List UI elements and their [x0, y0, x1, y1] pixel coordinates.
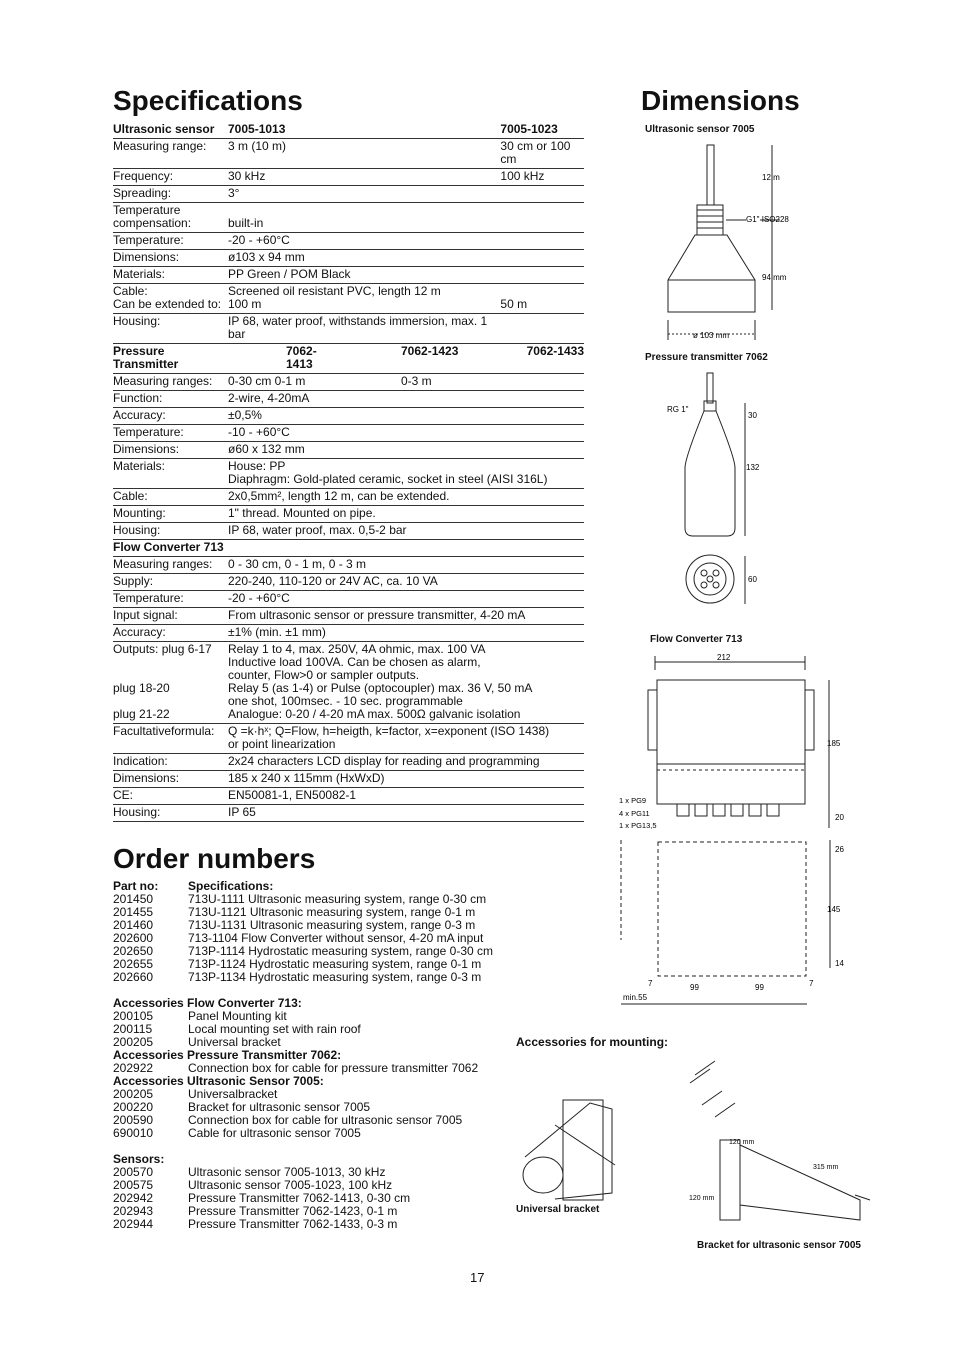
spec-label: Measuring range:: [113, 139, 228, 169]
fc-26-label: 26: [835, 845, 844, 854]
spec-value: 2x0,5mm², length 12 m, can be extended.: [228, 489, 584, 506]
ultrasonic-model-1013: 7005-1013: [228, 122, 500, 139]
spec-value: 1" thread. Mounted on pipe.: [228, 506, 584, 523]
part-number: 202660: [113, 970, 154, 984]
ultrasonic-sensor-drawing: [640, 140, 800, 345]
spec-value: 2-wire, 4-20mA: [228, 391, 584, 408]
table-row: [113, 625, 584, 642]
fc-20-label: 20: [835, 813, 844, 822]
table-row: [113, 788, 584, 805]
spec-value: -10 - +60°C: [228, 425, 584, 442]
spec-value: Screened oil resistant PVC, length 12 m 100 m: [228, 284, 500, 314]
part-number: 201455: [113, 905, 154, 919]
spec-label: Measuring ranges:: [113, 557, 228, 574]
pressure-model-1413: 7062-1413: [228, 344, 343, 374]
fc-pg135-label: 1 x PG13,5: [619, 821, 657, 830]
flow-caption: Flow Converter 713: [650, 634, 743, 645]
spec-value: Relay 1 to 4, max. 250V, 4A ohmic, max. 100 VA Inductive load 100VA. Can be chosen as alarm, counter, Flow>0 or sampler outputs. Relay 5 (as 1-4) or Pulse (optocoupler) max. 36 V, 50 mA one shot, 100msec. - 10 sec. programmable Analogue: 0-20 / 4-20 mA max. 500Ω galvanic isolation: [228, 642, 584, 724]
part-description: Specifications:: [188, 879, 274, 893]
part-description: Universal bracket: [188, 1035, 281, 1049]
table-row: [113, 233, 584, 250]
spec-value: EN50081-1, EN50082-1: [228, 788, 584, 805]
part-number: Part no:: [113, 879, 159, 893]
table-row: [113, 425, 584, 442]
spec-label: Cable:: [113, 489, 228, 506]
ultrasonic-caption: Ultrasonic sensor 7005: [645, 124, 755, 135]
spec-value: IP 68, water proof, max. 0,5-2 bar: [228, 523, 584, 540]
spec-label: Spreading:: [113, 186, 228, 203]
us-12m-label: 12 m: [762, 173, 780, 182]
list-item: [113, 971, 493, 984]
spec-value: built-in: [228, 203, 500, 233]
table-row: [113, 506, 584, 523]
part-description: 713U-1111 Ultrasonic measuring system, range 0-30 cm: [188, 892, 487, 906]
table-row: [113, 186, 584, 203]
spec-value: 2x24 characters LCD display for reading and programming: [228, 754, 584, 771]
spec-value: 0 - 30 cm, 0 - 1 m, 0 - 3 m: [228, 557, 584, 574]
specifications-table: [113, 122, 584, 822]
spec-label: Housing:: [113, 805, 228, 822]
spec-label: Housing:: [113, 523, 228, 540]
spec-value: ±0,5%: [228, 408, 584, 425]
fc-7a-label: 7: [648, 979, 653, 988]
list-item: [113, 1218, 493, 1231]
pt-30-label: 30: [748, 411, 757, 420]
spec-value-2: [500, 233, 584, 250]
spec-value: IP 68, water proof, withstands immersion, max. 1 bar: [228, 314, 500, 344]
part-description: Pressure Transmitter 7062-1433, 0-3 m: [188, 1217, 398, 1231]
fc-min55-label: min.55: [623, 993, 648, 1002]
accessories-drawing: [515, 1045, 890, 1240]
pressure-caption: Pressure transmitter 7062: [645, 352, 768, 363]
flow-title: Flow Converter 713: [113, 540, 584, 557]
pt-rg-label: RG 1": [667, 405, 689, 414]
spec-value: 3 m (10 m): [228, 139, 500, 169]
spec-value: ø60 x 132 mm: [228, 442, 584, 459]
specifications-heading: Specifications: [113, 85, 303, 116]
spec-label: Supply:: [113, 574, 228, 591]
table-row: [113, 284, 584, 314]
part-description: Pressure Transmitter 7062-1423, 0-1 m: [188, 1204, 398, 1218]
part-number: 200220: [113, 1100, 154, 1114]
table-row: [113, 250, 584, 267]
bracket-120b-label: 120 mm: [689, 1195, 715, 1202]
spec-value: -20 - +60°C: [228, 233, 500, 250]
table-row: [113, 523, 584, 540]
spec-value: 30 kHz: [228, 169, 500, 186]
table-row: [113, 267, 584, 284]
table-row: [113, 408, 584, 425]
pressure-model-1433: 7062-1433: [500, 344, 584, 374]
spec-label: Materials:: [113, 267, 228, 284]
spec-label: Mounting:: [113, 506, 228, 523]
table-row: [113, 489, 584, 506]
part-description: Connection box for cable for ultrasonic sensor 7005: [188, 1113, 463, 1127]
pressure-header-row: [113, 344, 584, 374]
fc-212-label: 212: [717, 653, 731, 662]
table-row: [113, 374, 584, 391]
part-number: 690010: [113, 1126, 154, 1140]
table-row: [113, 391, 584, 408]
part-description: 713U-1131 Ultrasonic measuring system, range 0-3 m: [188, 918, 476, 932]
part-number: 202650: [113, 944, 154, 958]
pressure-model-1423: 7062-1423: [343, 344, 500, 374]
part-number: 200205: [113, 1035, 154, 1049]
spec-label: Accuracy:: [113, 408, 228, 425]
spec-value-2: [500, 250, 584, 267]
spec-label: Temperature:: [113, 591, 228, 608]
spec-value-2: [500, 314, 584, 344]
spec-label: Accuracy:: [113, 625, 228, 642]
part-description: 713P-1114 Hydrostatic measuring system, range 0-30 cm: [188, 944, 494, 958]
table-row: [113, 771, 584, 788]
bracket-120a-label: 120 mm: [729, 1139, 755, 1146]
us-94-label: 94 mm: [762, 273, 787, 282]
fc-99a-label: 99: [690, 983, 699, 992]
table-row: [113, 557, 584, 574]
fc-pg9-label: 1 x PG9: [619, 796, 647, 805]
universal-bracket-caption: Universal bracket: [516, 1204, 600, 1215]
spec-value: 3°: [228, 186, 500, 203]
fc-145-label: 145: [827, 905, 841, 914]
spec-label: Facultativeformula:: [113, 724, 228, 754]
spec-label: Function:: [113, 391, 228, 408]
spec-value-2: 0-3 m: [343, 374, 584, 391]
part-number: 200205: [113, 1087, 154, 1101]
spec-label: Cable: Can be extended to:: [113, 284, 228, 314]
spec-value: ±1% (min. ±1 mm): [228, 625, 584, 642]
part-number: 200105: [113, 1009, 154, 1023]
dimensions-heading: Dimensions: [641, 85, 800, 116]
table-row: [113, 591, 584, 608]
bracket-caption: Bracket for ultrasonic sensor 7005: [697, 1240, 861, 1251]
part-description: 713P-1134 Hydrostatic measuring system, range 0-3 m: [188, 970, 482, 984]
spec-label: Frequency:: [113, 169, 228, 186]
fc-99b-label: 99: [755, 983, 764, 992]
part-description: Panel Mounting kit: [188, 1009, 287, 1023]
part-description: Connection box for cable for pressure transmitter 7062: [188, 1061, 479, 1075]
part-description: Ultrasonic sensor 7005-1023, 100 kHz: [188, 1178, 393, 1192]
spec-label: Input signal:: [113, 608, 228, 625]
table-row: [113, 574, 584, 591]
part-description: 713-1104 Flow Converter without sensor, 4-20 mA input: [188, 931, 484, 945]
spec-label: Indication:: [113, 754, 228, 771]
spec-label: Dimensions:: [113, 442, 228, 459]
part-number: 202943: [113, 1204, 154, 1218]
table-row: [113, 754, 584, 771]
part-number: 201460: [113, 918, 154, 932]
sensors-title: Sensors:: [113, 1152, 165, 1166]
table-row: [113, 805, 584, 822]
table-row: [113, 608, 584, 625]
spec-value: PP Green / POM Black: [228, 267, 500, 284]
spec-value-2: [500, 267, 584, 284]
spec-label: Temperature:: [113, 233, 228, 250]
table-row: [113, 442, 584, 459]
part-number: 202942: [113, 1191, 154, 1205]
flow-converter-drawing: [585, 650, 855, 1025]
spec-value: 220-240, 110-120 or 24V AC, ca. 10 VA: [228, 574, 584, 591]
part-number: 202655: [113, 957, 154, 971]
part-number: 200570: [113, 1165, 154, 1179]
table-row: [113, 169, 584, 186]
part-description: Cable for ultrasonic sensor 7005: [188, 1126, 361, 1140]
list-item: [113, 1023, 493, 1036]
spec-label: CE:: [113, 788, 228, 805]
part-number: 202922: [113, 1061, 154, 1075]
spec-label: Dimensions:: [113, 250, 228, 267]
table-row: [113, 459, 584, 489]
us-thread-label: G1" ISO228: [746, 215, 789, 224]
part-number: 202944: [113, 1217, 154, 1231]
accessories-caption: Accessories for mounting:: [516, 1035, 669, 1049]
ultrasonic-header-row: [113, 122, 584, 139]
part-description: 713P-1124 Hydrostatic measuring system, range 0-1 m: [188, 957, 482, 971]
us-103-label: ø 103 mm: [693, 331, 730, 340]
pressure-title: Pressure Transmitter: [113, 344, 228, 374]
spec-value: House: PP Diaphragm: Gold-plated ceramic, socket in steel (AISI 316L): [228, 459, 584, 489]
part-number: 200575: [113, 1178, 154, 1192]
bracket-315-label: 315 mm: [813, 1164, 839, 1171]
spec-label: Dimensions:: [113, 771, 228, 788]
spec-value-2: 100 kHz: [500, 169, 584, 186]
list-item: [113, 1127, 493, 1140]
spec-value-2: [500, 203, 584, 233]
spec-label: Materials:: [113, 459, 228, 489]
spec-value: From ultrasonic sensor or pressure transmitter, 4-20 mA: [228, 608, 584, 625]
page-number: 17: [470, 1270, 485, 1285]
part-number: 200590: [113, 1113, 154, 1127]
spec-value-2: 50 m: [500, 284, 584, 314]
pt-132-label: 132: [746, 463, 760, 472]
spec-value: 185 x 240 x 115mm (HxWxD): [228, 771, 584, 788]
part-description: Universalbracket: [188, 1087, 278, 1101]
pt-60-label: 60: [748, 575, 757, 584]
part-description: Local mounting set with rain roof: [188, 1022, 361, 1036]
fc-7b-label: 7: [809, 979, 814, 988]
flow-header-row: [113, 540, 584, 557]
part-description: Ultrasonic sensor 7005-1013, 30 kHz: [188, 1165, 386, 1179]
spec-label: Outputs: plug 6-17 plug 18-20 plug 21-22: [113, 642, 228, 724]
fc-14-label: 14: [835, 959, 844, 968]
spec-label: Housing:: [113, 314, 228, 344]
acc-flow-title: Accessories Flow Converter 713:: [113, 996, 302, 1010]
acc-ultrasonic-title: Accessories Ultrasonic Sensor 7005:: [113, 1074, 324, 1088]
table-row: [113, 139, 584, 169]
pressure-transmitter-drawing: [660, 368, 780, 608]
order-numbers-heading: Order numbers: [113, 843, 316, 874]
spec-label: Temperature:: [113, 425, 228, 442]
part-number: 202600: [113, 931, 154, 945]
fc-185-label: 185: [827, 739, 841, 748]
spec-value: IP 65: [228, 805, 584, 822]
fc-pg11-label: 4 x PG11: [619, 809, 650, 818]
spec-value: 0-30 cm 0-1 m: [228, 374, 343, 391]
spec-value: -20 - +60°C: [228, 591, 584, 608]
acc-pressure-title: Accessories Pressure Transmitter 7062:: [113, 1048, 342, 1062]
spec-value-2: [500, 186, 584, 203]
table-row: [113, 642, 584, 724]
ultrasonic-title: Ultrasonic sensor: [113, 122, 228, 139]
spec-label: Measuring ranges:: [113, 374, 228, 391]
spec-value: ø103 x 94 mm: [228, 250, 500, 267]
table-row: [113, 203, 584, 233]
order-numbers-list: [113, 880, 493, 1231]
spec-label: Temperature compensation:: [113, 203, 228, 233]
spec-value: Q =k·hˣ; Q=Flow, h=heigth, k=factor, x=exponent (ISO 1438) or point linearization: [228, 724, 584, 754]
spec-value-2: 30 cm or 100 cm: [500, 139, 584, 169]
part-number: 201450: [113, 892, 154, 906]
part-description: Pressure Transmitter 7062-1413, 0-30 cm: [188, 1191, 411, 1205]
part-description: 713U-1121 Ultrasonic measuring system, range 0-1 m: [188, 905, 476, 919]
part-description: Bracket for ultrasonic sensor 7005: [188, 1100, 371, 1114]
table-row: [113, 724, 584, 754]
part-number: 200115: [113, 1022, 153, 1036]
ultrasonic-model-1023: 7005-1023: [500, 122, 584, 139]
table-row: [113, 314, 584, 344]
